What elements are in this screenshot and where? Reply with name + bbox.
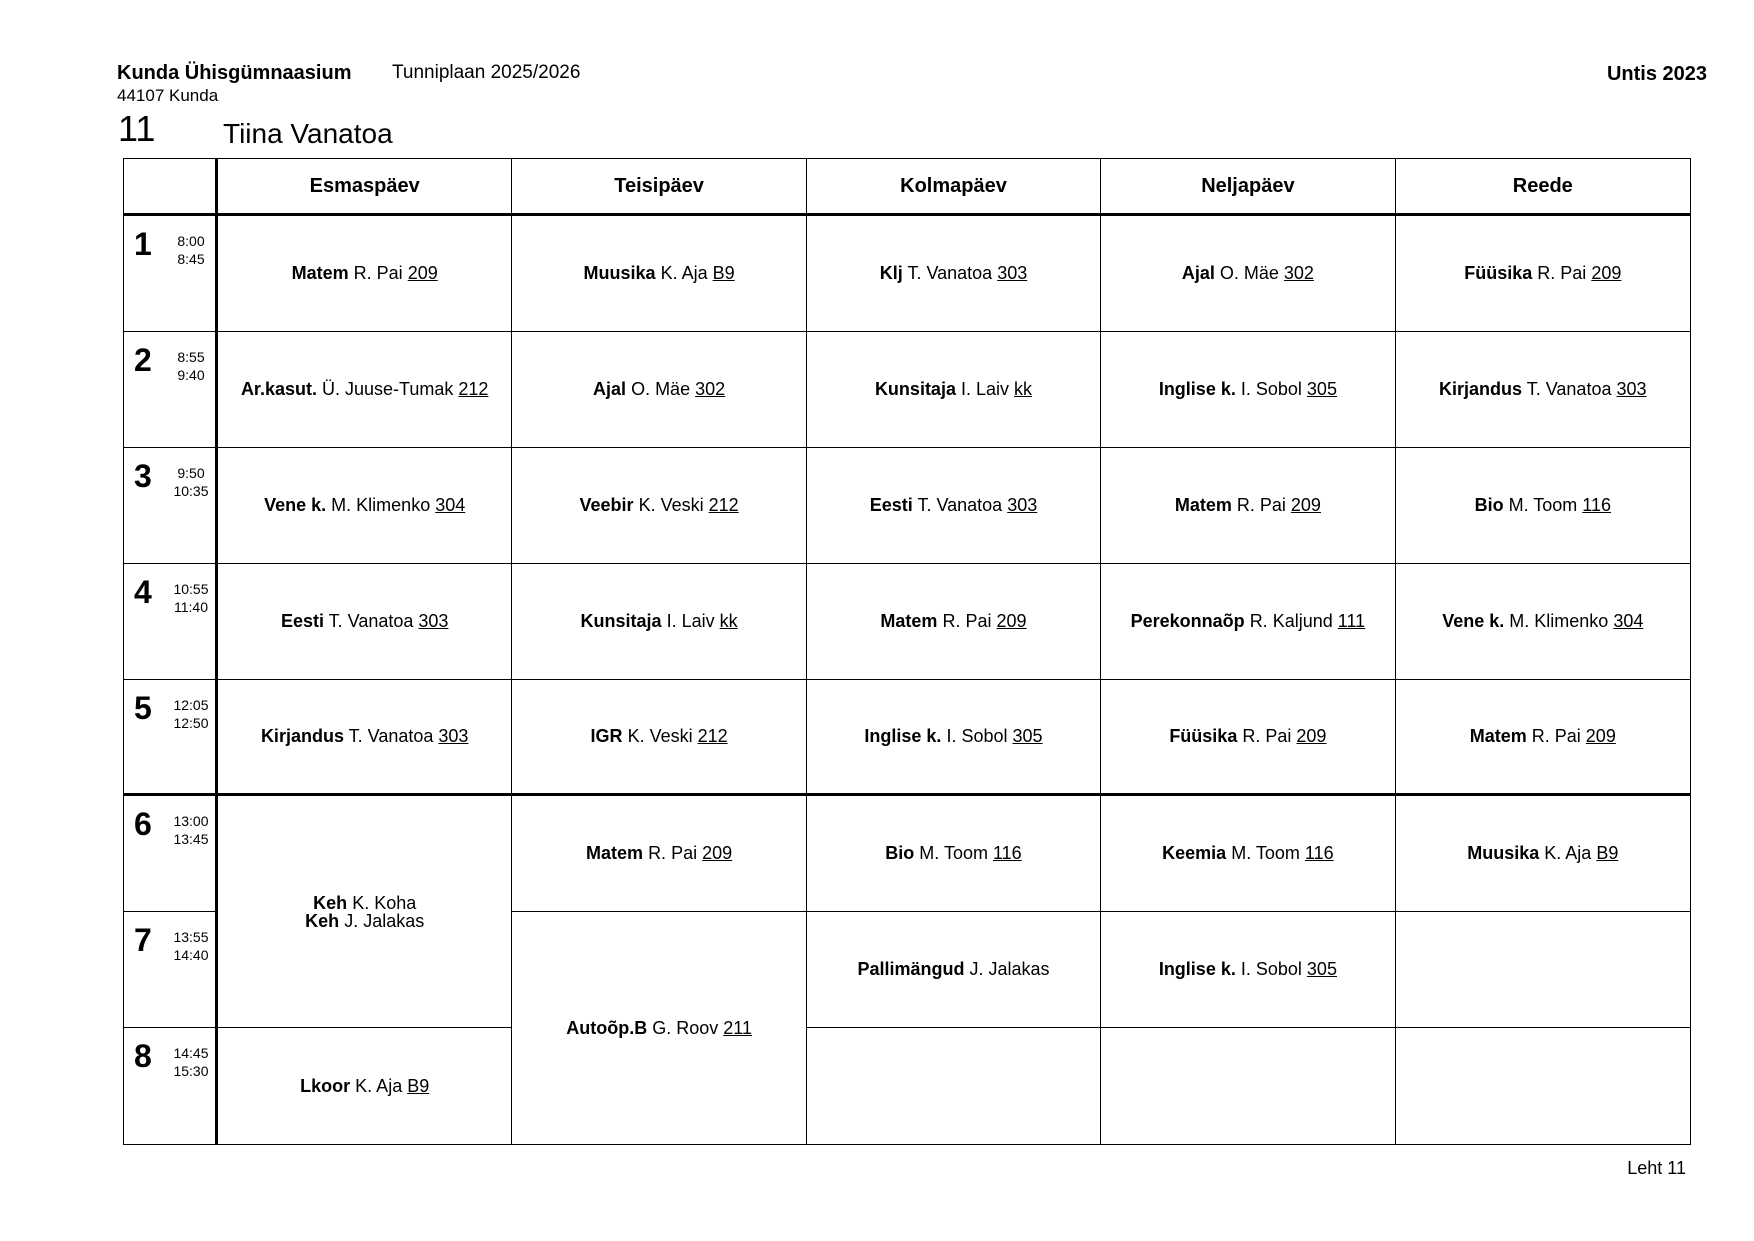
lesson-cell: Matem R. Pai 209 (807, 564, 1101, 680)
lesson-cell: Matem R. Pai 209 (1101, 448, 1395, 564)
software-brand: Untis 2023 (1606, 63, 1707, 85)
period-times: 9:50 10:35 (173, 465, 209, 499)
lesson-cell: Matem R. Pai 209 (1396, 680, 1690, 796)
day-header-wed: Kolmapäev (807, 159, 1101, 216)
lesson-cell: Keh K. Koha Keh J. Jalakas (218, 796, 512, 1028)
period-3 (124, 448, 218, 564)
lesson-cell: Ar.kasut. Ü. Juuse-Tumak 212 (218, 332, 512, 448)
lesson-cell: Bio M. Toom 116 (1396, 448, 1690, 564)
day-header-tue: Teisipäev (512, 159, 806, 216)
period-5 (124, 680, 218, 796)
corner-cell (124, 159, 218, 216)
period-number: 8 (134, 1038, 152, 1074)
lesson-cell: Kirjandus T. Vanatoa 303 (218, 680, 512, 796)
class-teacher: Tiina Vanatoa (223, 118, 393, 149)
lesson-cell: Perekonnaõp R. Kaljund 111 (1101, 564, 1395, 680)
lesson-cell: Matem R. Pai 209 (512, 796, 806, 912)
class-number: 11 (118, 108, 156, 149)
lesson-cell: Veebir K. Veski 212 (512, 448, 806, 564)
period-6 (124, 796, 218, 912)
lesson-cell: Muusika K. Aja B9 (512, 216, 806, 332)
lesson-cell: Klj T. Vanatoa 303 (807, 216, 1101, 332)
period-number: 3 (134, 458, 152, 494)
period-number: 5 (134, 690, 152, 726)
school-name: Kunda Ühisgümnaasium (117, 62, 352, 84)
lesson-cell: Pallimängud J. Jalakas (807, 912, 1101, 1028)
lesson-cell: Vene k. M. Klimenko 304 (1396, 564, 1690, 680)
empty-cell (1396, 1028, 1690, 1144)
period-times: 13:00 13:45 (173, 813, 209, 847)
lesson-cell: Vene k. M. Klimenko 304 (218, 448, 512, 564)
lesson-cell: Autoõp.B G. Roov 211 (512, 912, 806, 1144)
day-header-thu: Neljapäev (1101, 159, 1395, 216)
period-times: 12:05 12:50 (173, 697, 209, 731)
empty-cell (1396, 912, 1690, 1028)
school-address: 44107 Kunda (117, 86, 219, 105)
period-times: 8:55 9:40 (177, 349, 205, 383)
lesson-cell: Muusika K. Aja B9 (1396, 796, 1690, 912)
period-number: 2 (134, 342, 152, 378)
period-7 (124, 912, 218, 1028)
period-2 (124, 332, 218, 448)
page-number: Leht 11 (1627, 1158, 1686, 1178)
period-times: 10:55 11:40 (173, 581, 209, 615)
timetable-grid (123, 158, 1691, 1145)
period-number: 6 (134, 806, 152, 842)
period-times: 8:00 8:45 (177, 233, 205, 267)
lesson-cell: Matem R. Pai 209 (218, 216, 512, 332)
plan-title: Tunniplaan 2025/2026 (392, 62, 581, 83)
period-times: 14:45 15:30 (173, 1045, 209, 1079)
lesson-cell: Inglise k. I. Sobol 305 (1101, 332, 1395, 448)
lesson-cell: Inglise k. I. Sobol 305 (807, 680, 1101, 796)
empty-cell (807, 1028, 1101, 1144)
lesson-cell: Inglise k. I. Sobol 305 (1101, 912, 1395, 1028)
lesson-cell: Ajal O. Mäe 302 (1101, 216, 1395, 332)
period-4 (124, 564, 218, 680)
lesson-cell: Ajal O. Mäe 302 (512, 332, 806, 448)
lesson-cell: Füüsika R. Pai 209 (1396, 216, 1690, 332)
period-1 (124, 216, 218, 332)
lesson-cell: Füüsika R. Pai 209 (1101, 680, 1395, 796)
period-times: 13:55 14:40 (173, 929, 209, 963)
lesson-cell: Lkoor K. Aja B9 (218, 1028, 512, 1144)
lesson-cell: Keemia M. Toom 116 (1101, 796, 1395, 912)
day-header-mon: Esmaspäev (218, 159, 512, 216)
lesson-cell: Eesti T. Vanatoa 303 (807, 448, 1101, 564)
empty-cell (1101, 1028, 1395, 1144)
period-number: 1 (134, 226, 152, 262)
period-8 (124, 1028, 218, 1144)
lesson-cell: Kirjandus T. Vanatoa 303 (1396, 332, 1690, 448)
day-header-fri: Reede (1396, 159, 1690, 216)
period-number: 7 (134, 922, 152, 958)
lesson-cell: IGR K. Veski 212 (512, 680, 806, 796)
lesson-cell: Eesti T. Vanatoa 303 (218, 564, 512, 680)
lesson-cell: Kunsitaja I. Laiv kk (807, 332, 1101, 448)
lesson-cell: Kunsitaja I. Laiv kk (512, 564, 806, 680)
period-number: 4 (134, 574, 152, 610)
lesson-cell: Bio M. Toom 116 (807, 796, 1101, 912)
